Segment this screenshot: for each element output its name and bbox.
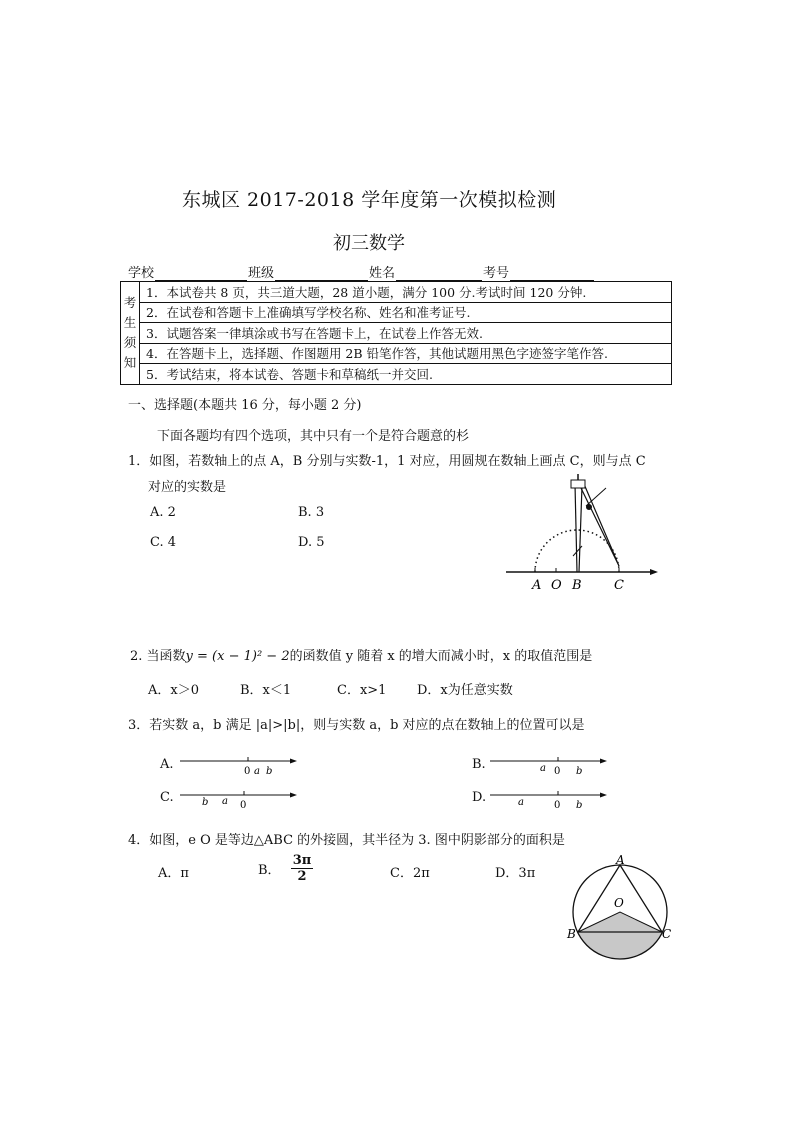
q1-stem: 1．如图，若数轴上的点 A，B 分别与实数-1，1 对应，用圆规在数轴上画点 C，则与点 C	[128, 454, 646, 469]
q4-option-a[interactable]: A．π	[158, 866, 189, 881]
q3-option-c-axis	[178, 786, 300, 810]
svg-text:0: 0	[554, 766, 561, 776]
q2-formula: y = (x − 1)² − 2	[185, 649, 290, 664]
q4-stem: 4．如图，e O 是等边△ABC 的外接圆，其半径为 3. 图中阴影部分的面积是	[128, 833, 565, 848]
q3-option-a-axis	[178, 752, 300, 776]
compass-handle	[571, 480, 585, 488]
school-label: 学校	[128, 266, 155, 281]
point-b-label: B	[572, 578, 582, 593]
notice-label: 考 生 须 知	[121, 282, 140, 385]
q2-option-d[interactable]: D．x为任意实数	[417, 683, 513, 698]
q2-option-a[interactable]: A．x＞0	[148, 683, 199, 698]
q3-option-c-label[interactable]: C.	[160, 790, 174, 805]
q3-option-b-axis	[488, 752, 610, 776]
notice-item: 3．试题答案一律填涂或书写在答题卡上，在试卷上作答无效.	[140, 323, 672, 344]
svg-text:a: a	[254, 766, 260, 776]
svg-text:b: b	[202, 797, 209, 808]
exam-title: 东城区 2017-2018 学年度第一次模拟检测	[182, 189, 557, 211]
q1-option-d[interactable]: D. 5	[298, 535, 325, 550]
class-label: 班级	[248, 266, 275, 281]
name-field[interactable]	[396, 267, 482, 281]
notice-item: 5．考试结束，将本试卷、答题卡和草稿纸一并交回.	[140, 364, 672, 385]
shaded-triangle-boc	[578, 912, 662, 932]
q3-option-b-label[interactable]: B.	[472, 757, 486, 772]
exam-subject: 初三数学	[333, 233, 405, 254]
vertex-b-label: B	[567, 927, 576, 941]
q2-stem: 2. 当函数y = (x − 1)² − 2的函数值 y 随着 x 的增大而减小时，x 的取值范围是	[130, 649, 593, 664]
candidate-notice	[120, 281, 672, 385]
svg-text:0: 0	[240, 800, 247, 810]
class-field[interactable]	[275, 267, 368, 281]
student-info-line	[128, 262, 595, 281]
center-o-label: O	[614, 896, 624, 910]
school-field[interactable]	[155, 267, 247, 281]
compass-leg-left	[575, 484, 577, 572]
vertex-a-label: A	[616, 853, 625, 867]
compass-leg-right	[580, 486, 619, 566]
exam-no-label: 考号	[483, 266, 510, 281]
q3-option-d-axis	[488, 786, 610, 810]
q1-compass-figure	[500, 474, 670, 596]
notice-item: 1．本试卷共 8 页，共三道大题，28 道小题，满分 100 分.考试时间 120 分钟.	[140, 282, 672, 303]
svg-text:a: a	[518, 797, 524, 808]
compass-hinge	[586, 504, 592, 510]
q4-option-b-fraction: $\frac{3\pi}{2}$	[292, 853, 312, 884]
q4-option-c[interactable]: C．2π	[390, 866, 430, 881]
q1-stem-2: 对应的实数是	[148, 480, 227, 495]
q4-option-b[interactable]: B． $\frac{3\pi}{2}$	[258, 853, 312, 884]
point-o-label: O	[551, 578, 562, 593]
svg-text:b: b	[576, 766, 583, 776]
exam-no-field[interactable]	[510, 267, 594, 281]
q3-option-a-label[interactable]: A.	[160, 757, 174, 772]
notice-item: 4．在答题卡上，选择题、作图题用 2B 铅笔作答，其他试题用黑色字迹签字笔作答.	[140, 343, 672, 364]
name-label: 姓名	[369, 266, 396, 281]
q1-option-c[interactable]: C. 4	[150, 535, 177, 550]
q1-option-a[interactable]: A. 2	[150, 505, 176, 520]
vertex-c-label: C	[662, 927, 672, 941]
svg-text:b: b	[576, 800, 583, 810]
svg-text:a: a	[222, 796, 228, 807]
q1-option-b[interactable]: B. 3	[298, 505, 325, 520]
q2-option-c[interactable]: C．x>1	[337, 683, 387, 698]
q2-option-b[interactable]: B．x＜1	[240, 683, 292, 698]
q3-stem: 3．若实数 a，b 满足 |a|>|b|，则与实数 a，b 对应的点在数轴上的位置可以是	[128, 718, 585, 733]
shaded-segment	[578, 932, 662, 959]
point-c-label: C	[614, 578, 624, 593]
number-line-arrow	[650, 569, 658, 575]
point-a-label: A	[532, 578, 542, 593]
svg-text:a: a	[540, 763, 546, 774]
svg-text:b: b	[266, 766, 273, 776]
q3-option-d-label[interactable]: D.	[472, 790, 487, 805]
notice-item: 2．在试卷和答题卡上准确填写学校名称、姓名和准考证号.	[140, 302, 672, 323]
q4-circle-figure	[566, 852, 676, 964]
section-instruction: 下面各题均有四个选项，其中只有一个是符合题意的杉	[157, 429, 470, 444]
section-heading: 一、选择题(本题共 16 分，每小题 2 分)	[128, 398, 362, 413]
q4-option-d[interactable]: D．3π	[495, 866, 536, 881]
svg-text:0: 0	[244, 766, 251, 776]
svg-text:0: 0	[554, 800, 561, 810]
